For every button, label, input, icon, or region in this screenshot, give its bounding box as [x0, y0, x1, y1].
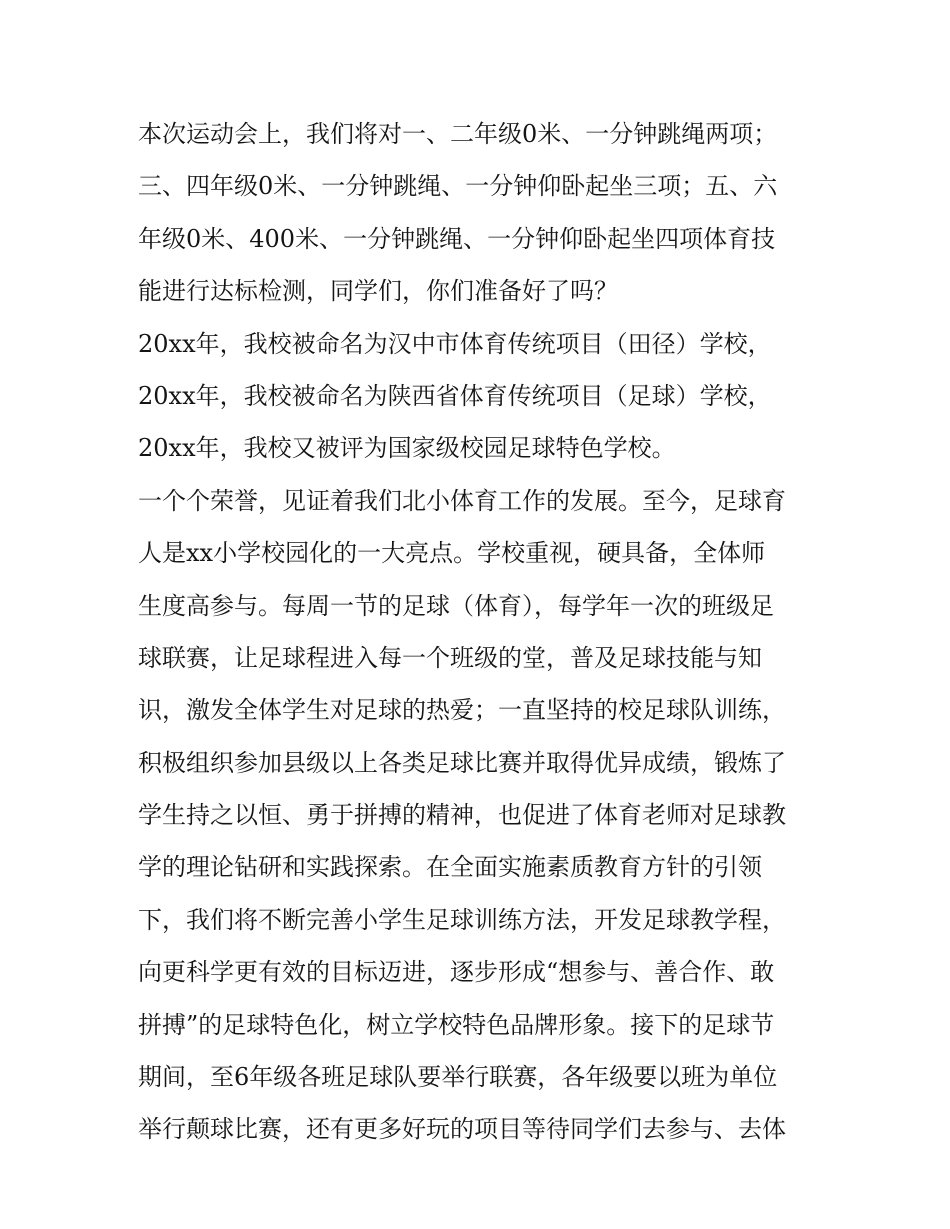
text-line: 三、四年级0米、一分钟跳绳、一分钟仰卧起坐三项；五、六 — [138, 172, 778, 201]
text-line: 积极组织参加县级以上各类足球比赛并取得优异成绩，锻炼了 — [138, 748, 786, 777]
text-line: 年级0米、400米、一分钟跳绳、一分钟仰卧起坐四项体育技 — [138, 224, 776, 253]
text-line: 向更科学更有效的目标迈进，逐步形成“想参与、善合作、敢 — [138, 958, 775, 987]
text-line: 20xx年，我校被命名为陕西省体育传统项目（足球）学校， — [138, 381, 772, 410]
text-line: 球联赛，让足球程进入每一个班级的堂，普及足球技能与知 — [138, 643, 762, 672]
text-line: 人是xx小学校园化的一大亮点。学校重视，硬具备，全体师 — [138, 539, 766, 568]
text-line: 学生持之以恒、勇于拼搏的精神，也促进了体育老师对足球教 — [138, 801, 786, 830]
text-line: 20xx年，我校又被评为国家级校园足球特色学校。 — [138, 434, 676, 463]
body-text — [138, 108, 828, 1156]
text-line: 举行颠球比赛，还有更多好玩的项目等待同学们去参与、去体 — [138, 1115, 786, 1144]
text-line: 学的理论钻研和实践探索。在全面实施素质教育方针的引领 — [138, 853, 762, 882]
text-line: 一个个荣誉，见证着我们北小体育工作的发展。至今，足球育 — [138, 486, 786, 515]
text-line: 生度高参与。每周一节的足球（体育），每学年一次的班级足 — [138, 591, 774, 620]
text-line: 本次运动会上，我们将对一、二年级0米、一分钟跳绳两项； — [138, 120, 778, 148]
text-line: 下，我们将不断完善小学生足球训练方法，开发足球教学程， — [138, 905, 786, 934]
text-line: 能进行达标检测，同学们，你们准备好了吗？ — [138, 277, 618, 306]
text-line: 识，激发全体学生对足球的热爱；一直坚持的校足球队训练， — [138, 696, 786, 725]
text-line: 期间，至6年级各班足球队要举行联赛，各年级要以班为单位 — [138, 1063, 778, 1092]
text-line: 20xx年，我校被命名为汉中市体育传统项目（田径）学校， — [138, 329, 772, 358]
text-line: 拼搏”的足球特色化，树立学校特色品牌形象。接下的足球节 — [138, 1010, 775, 1039]
